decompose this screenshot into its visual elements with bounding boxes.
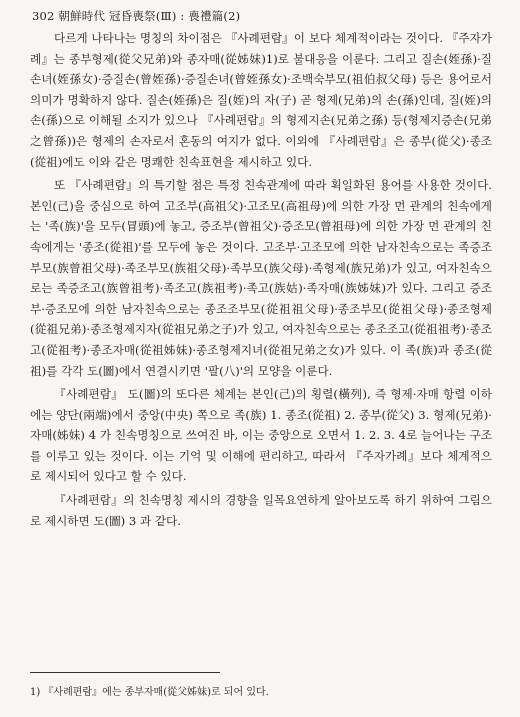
paragraph: 『사례편람』의 친속명칭 제시의 경향을 일목요연하게 알아보도록 하기 위하여 그림으로 제시하면 도(圖) 3 과 같다.: [30, 493, 492, 528]
paragraph: 다르게 나타나는 명칭의 차이점은 『사례편람』이 보다 체계적이라는 것이다. 『주자가례』는 종부형제(從父兄弟)와 종자매(從姊妹)1)로 불대응을 이룬다. 그리고 질손(姪孫)·질손녀(姪孫女)·증질손(曾姪孫)·증질손녀(曾姪孫女)·조백숙부모(祖伯叔父母) 등은 용어로서 의미가 명확하지 않다. 질손(姪孫)은 질(姪)의 자(子) 곧 형제(兄弟)의 손(孫)인데, 질(姪)의 손(孫)으로 이해될 소지가 있으나 『사례편람』의 형제지손(兄弟之孫) 등(형제지증손(兄弟之曾孫))은 형제의 손자로서 혼동의 여지가 없다. 이외에 『사례편람』은 종부(從父)·종조(從祖)에도 이와 같은 명쾌한 친속표현을 제시하고 있다.: [30, 31, 492, 169]
body-text: [30, 28, 492, 531]
footnote-divider: [30, 672, 220, 673]
paragraph: 『사례편람』 도(圖)의 또다른 체계는 본인(己)의 횡렬(橫列), 즉 형제·자매 항렬 이하에는 양단(兩端)에서 중앙(中央) 쪽으로 족(族) 1. 종조(從祖) 2. 종부(從父) 3. 형제(兄弟)·자매(姊妹) 4 가 친속명칭으로 쓰여진 바, 이는 중앙으로 오면서 1. 2. 3. 4로 늘어나는 구조를 이루고 있는 것이다. 이는 기억 및 이해에 편리하고, 따라서 『주자가례』보다 체계적으로 제시되어 있다고 할 수 있다.: [30, 387, 492, 484]
running-header: 302 朝鮮時代 冠昏喪祭(Ⅲ) : 喪禮篇(2): [32, 9, 241, 23]
footnote: 1) 『사례편람』에는 종부자매(從父姊妹)로 되어 있다.: [30, 687, 269, 698]
paragraph: 또 『사례편람』의 특기할 점은 특정 친속관계에 따라 획일화된 용어를 사용한 것이다. 본인(己)을 중심으로 하여 고조부(高祖父)·고조모(高祖母)에 의한 가장 먼 관계의 친속에게는 '족(族)'을 모두(冒頭)에 놓고, 증조부(曾祖父)·증조모(曾祖母)에 의한 가장 먼 관계의 친속에게는 '종조(從祖)'를 모두에 놓은 것이다. 고조부·고조모에 의한 남자친속으로는 족증조부모(族曾祖父母)·족조부모(族祖父母)·족부모(族父母)·족형제(族兄弟)가 있고, 여자친속으로는 족증조고(族曾祖考)·족조고(族祖考)·족고(族姑)·족자매(族姊妹)가 있다. 그리고 증조부·증조모에 의한 남자친속으로는 종조조부모(從祖祖父母)·종조부모(從祖父母)·종조형제(從祖兄弟)·종조형제지자(從祖兄弟之子)가 있고, 여자친속으로는 종조조고(從祖祖考)·종조고(從祖考)·종조자매(從祖姊妹)·종조형제지녀(從祖兄弟之女)가 있다. 이 족(族)과 종조(從祖)를 각각 도(圖)에서 연결시키면 '팔(八)'의 모양을 이룬다.: [30, 178, 492, 378]
